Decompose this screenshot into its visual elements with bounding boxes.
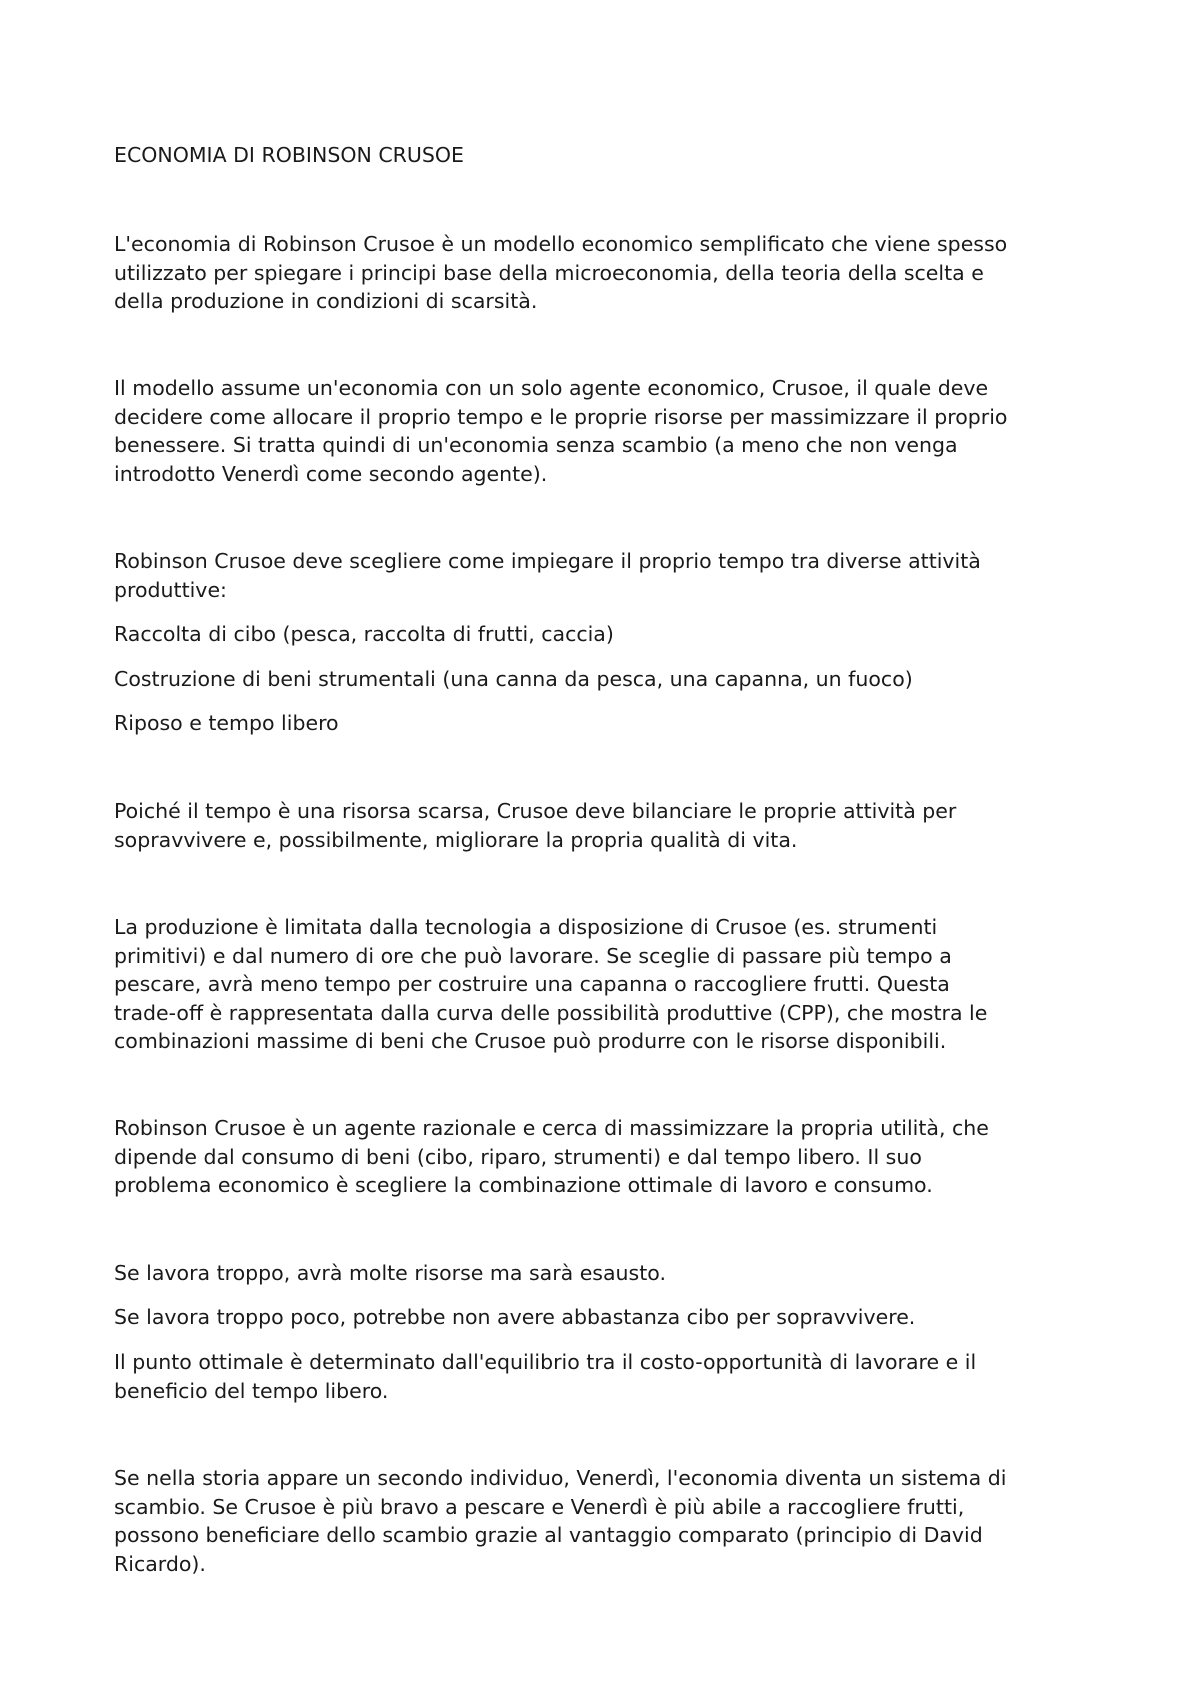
paragraph-production: La produzione è limitata dalla tecnologia a disposizione di Crusoe (es. strumenti primitivi) e dal numero di ore che può lavorare. Se sceglie di passare più tempo a pescare, avrà meno tempo per costruire una capanna o raccogliere frutti. Questa trade-off è rappresentata dalla curva delle possibilità produttive (CPP), che mostra le combinazioni massime di beni che Crusoe può produrre con le risorse disponibili. — [114, 915, 988, 1053]
paragraph-model: Il modello assume un'economia con un solo agente economico, Crusoe, il quale deve decidere come allocare il proprio tempo e le proprie risorse per massimizzare il proprio benessere. Si tratta quindi di un'economia senza scambio (a meno che non venga introdotto Venerdì come secondo agente). — [114, 376, 1008, 486]
list-item-overwork: Se lavora troppo, avrà molte risorse ma sarà esausto. — [114, 1261, 666, 1285]
document-title: ECONOMIA DI ROBINSON CRUSOE — [114, 143, 464, 167]
list-item-tools: Costruzione di beni strumentali (una canna da pesca, una capanna, un fuoco) — [114, 667, 913, 691]
paragraph-scarcity: Poiché il tempo è una risorsa scarsa, Crusoe deve bilanciare le proprie attività per sopravvivere e, possibilmente, migliorare la propria qualità di vita. — [114, 799, 957, 852]
paragraph-utility: Robinson Crusoe è un agente razionale e cerca di massimizzare la propria utilità, che dipende dal consumo di beni (cibo, riparo, strumenti) e dal tempo libero. Il suo problema economico è scegliere la combinazione ottimale di lavoro e consumo. — [114, 1116, 989, 1197]
paragraph-activities: Robinson Crusoe deve scegliere come impiegare il proprio tempo tra diverse attività produttive: — [114, 549, 981, 602]
paragraph-optimum: Il punto ottimale è determinato dall'equilibrio tra il costo-opportunità di lavorare e il beneficio del tempo libero. — [114, 1350, 977, 1403]
paragraph-exchange: Se nella storia appare un secondo individuo, Venerdì, l'economia diventa un sistema di scambio. Se Crusoe è più bravo a pescare e Venerdì è più abile a raccogliere frutti, possono beneficiare dello scambio grazie al vantaggio comparato (principio di David Ricardo). — [114, 1466, 1007, 1576]
list-item-rest: Riposo e tempo libero — [114, 711, 339, 735]
list-item-underwork: Se lavora troppo poco, potrebbe non avere abbastanza cibo per sopravvivere. — [114, 1305, 916, 1329]
list-item-food: Raccolta di cibo (pesca, raccolta di frutti, caccia) — [114, 622, 614, 646]
paragraph-intro: L'economia di Robinson Crusoe è un modello economico semplificato che viene spesso utilizzato per spiegare i principi base della microeconomia, della teoria della scelta e della produzione in condizioni di scarsità. — [114, 232, 1008, 313]
